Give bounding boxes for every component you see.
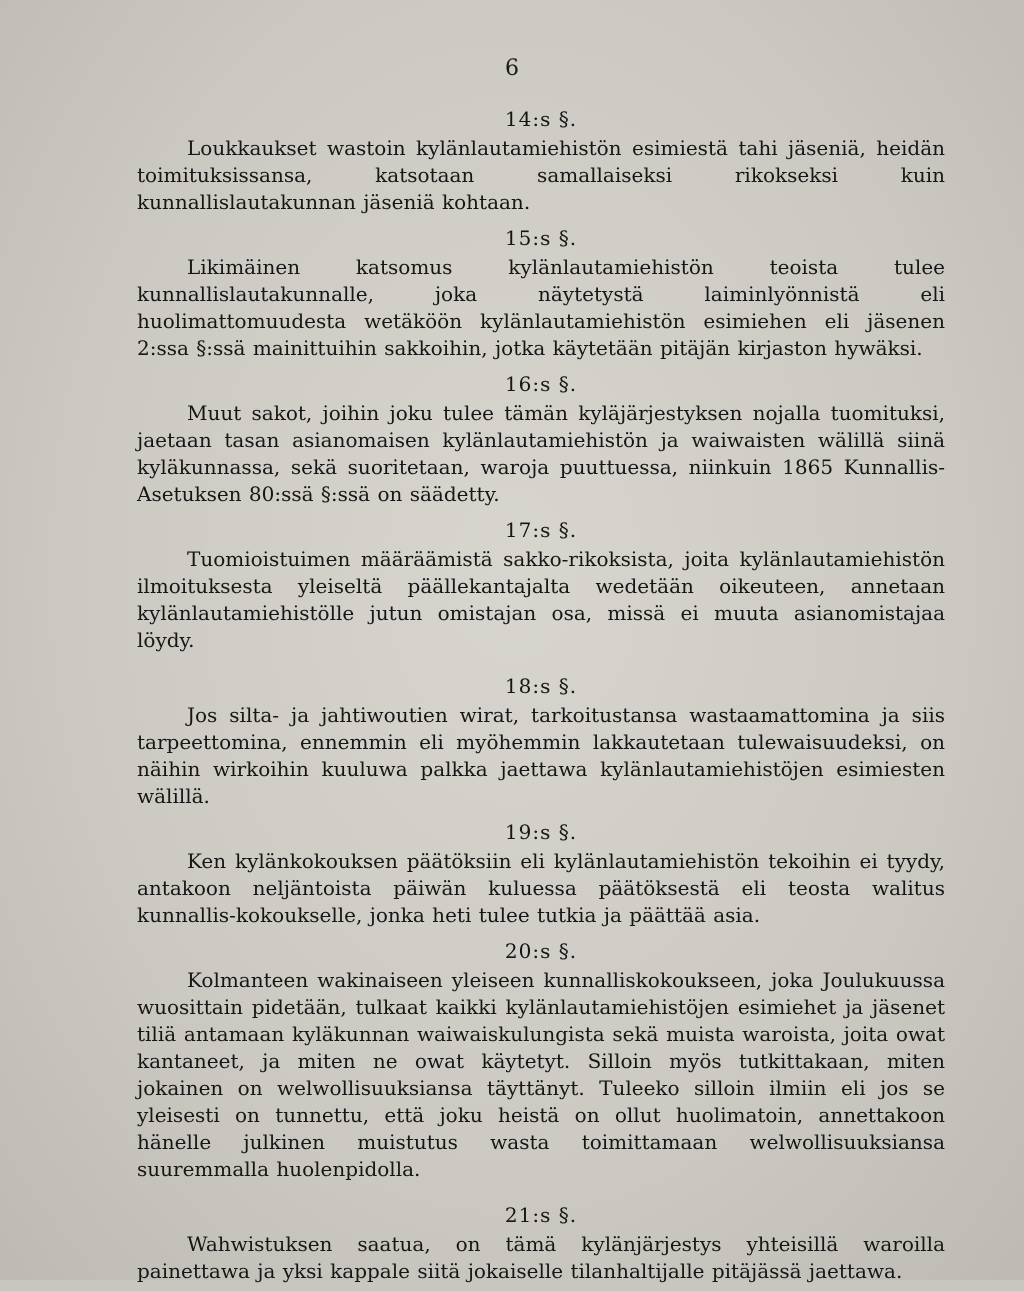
- section-17: [137, 514, 945, 654]
- section-text: Wahwistuksen saatua, on tämä kylänjärjestys yhteisillä waroilla painettawa ja yksi kappale siitä jokaiselle tilanhaltijalle pitäjässä jaettawa.: [137, 1232, 945, 1283]
- section-heading: 19:s §.: [504, 820, 578, 844]
- document-body: [137, 103, 945, 1291]
- section-text: Likimäinen katsomus kylänlautamiehistön teoista tulee kunnallislautakunnalle, joka näytetystä laiminlyönnistä eli huolimattomuudesta wetäköön kylänlautamiehistön esimiehen eli jäsenen 2:ssa §:ssä mainittuihin sakkoihin, jotka käytetään pitäjän kirjaston hywäksi.: [137, 255, 945, 360]
- section-text: Ken kylänkokouksen päätöksiin eli kylänlautamiehistön tekoihin ei tyydy, antakoon neljäntoista päiwän kuluessa päätöksestä eli teosta walitus kunnallis-kokoukselle, jonka heti tulee tutkia ja päättää asia.: [137, 849, 945, 927]
- section-19: [137, 816, 945, 929]
- section-21: [137, 1199, 945, 1285]
- section-15: [137, 222, 945, 362]
- section-text: Jos silta- ja jahtiwoutien wirat, tarkoitustansa wastaamattomina ja siis tarpeettomina, ennemmin eli myöhemmin lakkautetaan tulewaisuudeksi, on näihin wirkoihin kuuluwa palkka jaettawa kylänlautamiehistöjen esimiesten wälillä.: [137, 703, 945, 808]
- section-text: Tuomioistuimen määräämistä sakko-rikoksista, joita kylänlautamiehistön ilmoituksesta yleiseltä päällekantajalta wedetään oikeuteen, annetaan kylänlautamiehistölle jutun omistajan osa, missä ei muuta asianomistajaa löydy.: [137, 547, 945, 652]
- section-16: [137, 368, 945, 508]
- section-heading: 16:s §.: [504, 372, 578, 396]
- section-heading: 14:s §.: [504, 107, 578, 131]
- section-heading: 20:s §.: [504, 939, 578, 963]
- section-18: [137, 670, 945, 810]
- section-text: Loukkaukset wastoin kylänlautamiehistön esimiestä tahi jäseniä, heidän toimituksissansa, katsotaan samallaiseksi rikokseksi kuin kunnallislautakunnan jäseniä kohtaan.: [137, 136, 945, 214]
- section-heading: 15:s §.: [504, 226, 578, 250]
- section-text: Kolmanteen wakinaiseen yleiseen kunnalliskokoukseen, joka Joulukuussa wuosittain pidetään, tulkaat kaikki kylänlautamiehistöjen esimiehet ja jäsenet tiliä antamaan kyläkunnan waiwaiskulungista sekä muista waroista, joita owat kantaneet, ja miten ne owat käytetyt. Silloin myös tutkittakaan, miten jokainen on welwollisuuksiansa täyttänyt. Tuleeko silloin ilmiin eli jos se yleisesti on tunnettu, että joku heistä on ollut huolimatoin, annettakoon hänelle julkinen muistutus wasta toimittamaan welwollisuuksiansa suuremmalla huolenpidolla.: [137, 968, 945, 1181]
- section-text: Muut sakot, joihin joku tulee tämän kyläjärjestyksen nojalla tuomituksi, jaetaan tasan asianomaisen kylänlautamiehistön ja waiwaisten wälillä siinä kyläkunnassa, sekä suoritetaan, waroja puuttuessa, niinkuin 1865 Kunnallis-Asetuksen 80:ssä §:ssä on säädetty.: [137, 401, 945, 506]
- section-heading: 17:s §.: [504, 518, 578, 542]
- section-14: [137, 103, 945, 216]
- section-20: [137, 935, 945, 1183]
- section-heading: 18:s §.: [504, 674, 578, 698]
- page-number: 6: [505, 56, 519, 81]
- section-heading: 21:s §.: [504, 1203, 578, 1227]
